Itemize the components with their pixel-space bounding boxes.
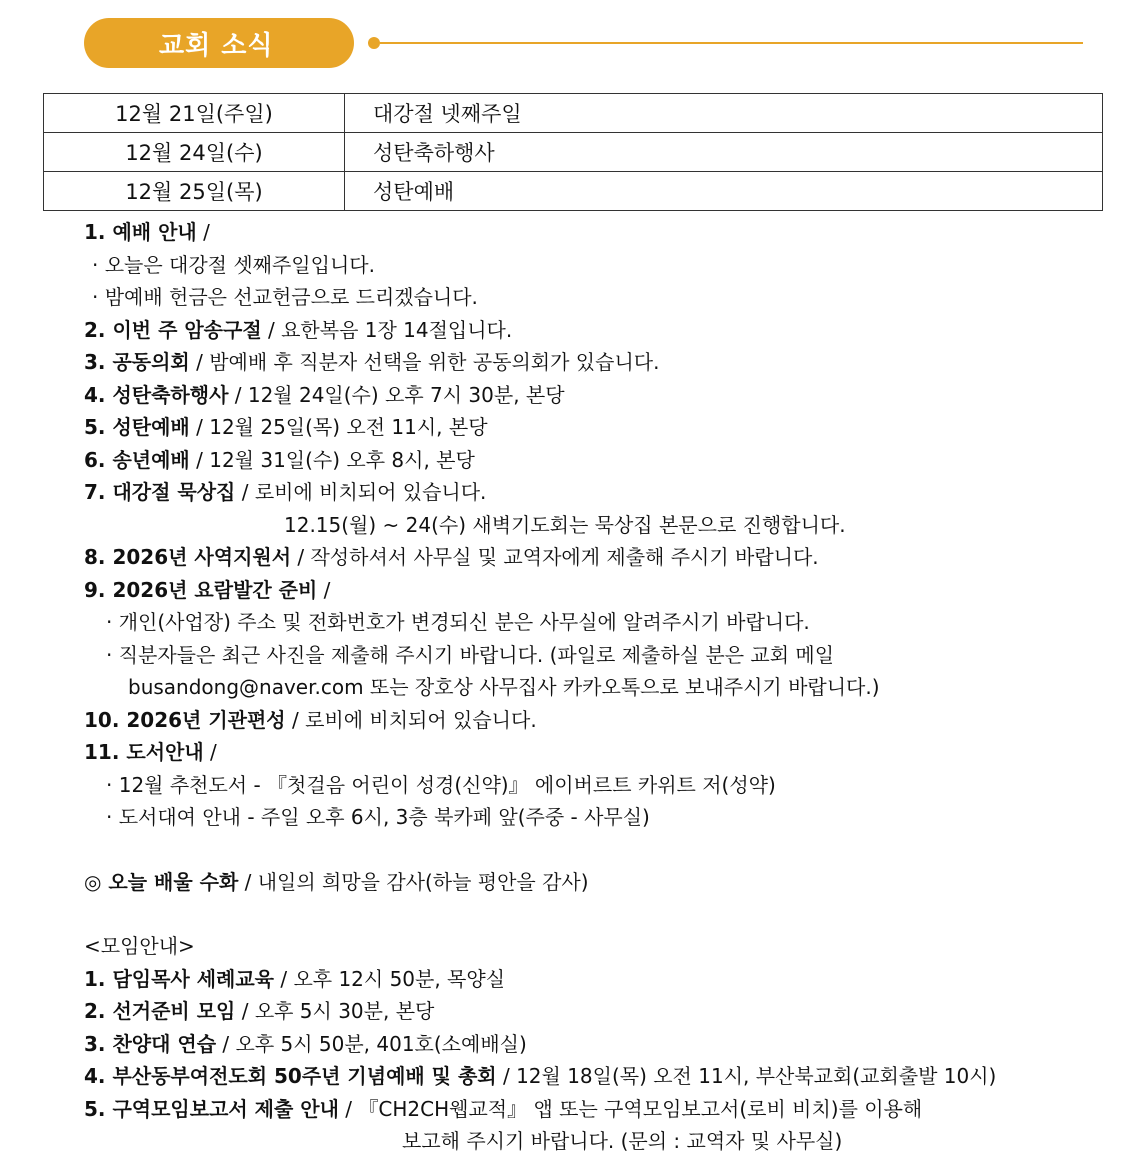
meeting-item <box>84 1028 1124 1061</box>
notice-item <box>84 379 1124 412</box>
notice-text: / 12월 25일(목) 오전 11시, 본당 <box>189 415 488 439</box>
header-rule <box>380 42 1083 44</box>
hymn-line <box>84 866 1124 899</box>
notice-bullet: · 12월 추천도서 - 『첫걸음 어린이 성경(신약)』 에이버르트 카위트 저(성약) <box>106 772 776 797</box>
meetings-heading: <모임안내> <box>84 934 195 958</box>
meeting-item <box>84 1093 1124 1126</box>
table-row <box>44 133 1103 172</box>
notice-continuation: busandong@naver.com 또는 장호상 사무집사 카카오톡으로 보내주시기 바랍니다.) <box>128 675 880 699</box>
notice-text: / 밤예배 후 직분자 선택을 위한 공동의회가 있습니다. <box>189 350 660 374</box>
meeting-title: 3. 찬양대 연습 <box>84 1031 217 1056</box>
section-title: 교회 소식 <box>159 30 274 61</box>
meeting-item <box>84 1060 1124 1093</box>
notice-title: 11. 도서안내 <box>84 740 204 764</box>
schedule-event: 성탄축하행사 <box>345 133 1103 172</box>
meeting-title: 5. 구역모임보고서 제출 안내 <box>84 1096 339 1121</box>
schedule-date: 12월 24일(수) <box>44 133 345 172</box>
notice-title: 3. 공동의회 <box>84 350 190 374</box>
notice-bullet: · 개인(사업장) 주소 및 전화번호가 변경되신 분은 사무실에 알려주시기 바랍니다. <box>106 610 810 634</box>
notice-text: / 요한복음 1장 14절입니다. <box>261 317 513 342</box>
meeting-text: / 오후 5시 30분, 본당 <box>235 999 435 1023</box>
notice-bullet: · 도서대여 안내 - 주일 오후 6시, 3층 북카페 앞(주중 - 사무실) <box>106 805 650 829</box>
header-dot <box>368 37 380 49</box>
notice-bullet: · 직분자들은 최근 사진을 제출해 주시기 바랍니다. (파일로 제출하실 분은 교회 메일 <box>106 642 835 667</box>
notice-text: / <box>196 220 210 244</box>
section-header <box>0 0 1147 80</box>
notice-continuation: 12.15(월) ~ 24(수) 새벽기도회는 묵상집 본문으로 진행합니다. <box>284 512 846 537</box>
notice-item <box>84 346 1124 379</box>
table-row <box>44 94 1103 133</box>
meeting-text: / 『CH2CH웹교적』 앱 또는 구역모임보고서(로비 비치)를 이용해 <box>338 1096 923 1121</box>
notice-title: 2. 이번 주 암송구절 <box>84 317 262 342</box>
notice-item <box>84 314 1124 347</box>
schedule-event: 대강절 넷째주일 <box>345 94 1103 133</box>
notice-title: 8. 2026년 사역지원서 <box>84 545 292 569</box>
notice-text: / <box>203 740 217 764</box>
spacer <box>84 834 1124 866</box>
notice-item <box>84 736 1124 769</box>
meeting-title: 2. 선거준비 모임 <box>84 999 236 1023</box>
notice-title: 7. 대강절 묵상집 <box>84 480 236 504</box>
notice-bullet: · 오늘은 대강절 셋째주일입니다. <box>92 252 375 277</box>
notice-title: 10. 2026년 기관편성 <box>84 707 286 732</box>
meeting-item <box>84 963 1124 996</box>
notice-title: 4. 성탄축하행사 <box>84 382 229 407</box>
notice-text: / 로비에 비치되어 있습니다. <box>285 707 537 732</box>
meeting-text: / 오후 5시 50분, 401호(소예배실) <box>216 1031 527 1056</box>
notice-title: 5. 성탄예배 <box>84 415 190 439</box>
schedule-date: 12월 25일(목) <box>44 172 345 211</box>
schedule-event: 성탄예배 <box>345 172 1103 211</box>
notice-title: 1. 예배 안내 <box>84 220 197 244</box>
notice-item <box>84 704 1124 737</box>
notice-title: 6. 송년예배 <box>84 447 190 472</box>
notice-text: / 로비에 비치되어 있습니다. <box>235 480 487 504</box>
meeting-title: 4. 부산동부여전도회 50주년 기념예배 및 총회 <box>84 1064 497 1088</box>
notice-bullet: · 밤예배 헌금은 선교헌금으로 드리겠습니다. <box>92 285 478 309</box>
notice-item <box>84 444 1124 477</box>
hymn-title: ◎ 오늘 배울 수화 <box>84 869 239 894</box>
hymn-text: / 내일의 희망을 감사(하늘 평안을 감사) <box>238 869 589 894</box>
notice-item <box>84 541 1124 574</box>
schedule-date: 12월 21일(주일) <box>44 94 345 133</box>
meeting-item <box>84 995 1124 1028</box>
notice-text: / 작성하셔서 사무실 및 교역자에게 제출해 주시기 바랍니다. <box>291 545 819 569</box>
notice-item <box>84 574 1124 607</box>
notice-item <box>84 216 1124 249</box>
notice-text: / <box>317 577 331 602</box>
notice-list <box>84 216 1124 1158</box>
meeting-text: / 12월 18일(목) 오전 11시, 부산북교회(교회출발 10시) <box>496 1064 997 1088</box>
schedule-table <box>43 93 1103 211</box>
meeting-title: 1. 담임목사 세례교육 <box>84 966 274 991</box>
section-title-pill <box>84 18 354 68</box>
spacer <box>84 898 1124 930</box>
meeting-text: / 오후 12시 50분, 목양실 <box>274 966 506 991</box>
notice-item <box>84 476 1124 509</box>
table-row <box>44 172 1103 211</box>
notice-item <box>84 411 1124 444</box>
notice-text: / 12월 24일(수) 오후 7시 30분, 본당 <box>228 382 565 407</box>
notice-title: 9. 2026년 요람발간 준비 <box>84 577 318 602</box>
notice-text: / 12월 31일(수) 오후 8시, 본당 <box>189 447 475 472</box>
meeting-continuation: 보고해 주시기 바랍니다. (문의 : 교역자 및 사무실) <box>402 1129 843 1153</box>
